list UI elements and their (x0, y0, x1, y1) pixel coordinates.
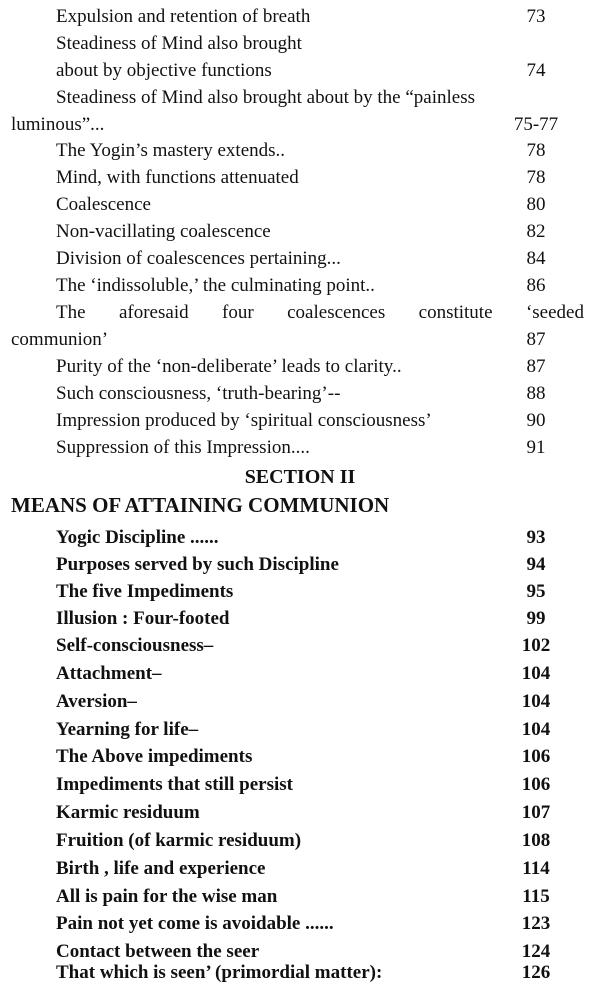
entry-page: 115 (522, 886, 550, 907)
entry-page: 106 (521, 774, 551, 795)
toc-entry (0, 57, 600, 84)
entry-page: 91 (526, 437, 546, 458)
toc-entry (0, 111, 600, 138)
toc-entry (0, 3, 600, 30)
entry-page: 104 (521, 719, 551, 740)
toc-entry-justified (0, 299, 600, 326)
entry-page: 80 (526, 194, 546, 215)
toc-entry (0, 716, 600, 743)
entry-title: Illusion : Four-footed (56, 608, 230, 629)
toc-entry (0, 380, 600, 407)
entry-page: 75-77 (513, 114, 559, 135)
entry-page: 87 (526, 356, 546, 377)
toc-entry (0, 353, 600, 380)
toc-entry (0, 578, 600, 605)
entry-title: The Above impediments (56, 746, 253, 767)
entry-page: 88 (526, 383, 546, 404)
word: The (56, 302, 86, 323)
word: constitute (418, 302, 493, 323)
word: four (222, 302, 254, 323)
entry-title: Self-consciousness– (56, 635, 214, 656)
entry-title: communion’ (11, 329, 109, 350)
toc-entry (0, 218, 600, 245)
entry-title: Expulsion and retention of breath (56, 6, 311, 27)
entry-page: 104 (521, 691, 551, 712)
entry-page: 124 (521, 941, 551, 962)
entry-title: Suppression of this Impression.... (56, 437, 310, 458)
entry-title: Contact between the seer (56, 941, 260, 962)
toc-entry (0, 137, 600, 164)
entry-title: Steadiness of Mind also brought (56, 33, 302, 54)
entry-title: Yearning for life– (56, 719, 199, 740)
entry-title: Birth , life and experience (56, 858, 266, 879)
entry-title: Yogic Discipline ...... (56, 527, 219, 548)
toc-entry (0, 326, 600, 353)
entry-page: 93 (526, 527, 546, 548)
toc-entry (0, 743, 600, 770)
toc-entry (0, 883, 600, 910)
section-heading: SECTION II (244, 466, 356, 488)
entry-page: 87 (526, 329, 546, 350)
toc-entry (0, 407, 600, 434)
entry-page: 104 (521, 663, 551, 684)
entry-title: Such consciousness, ‘truth-bearing’-- (56, 383, 341, 404)
entry-title: Pain not yet come is avoidable ...... (56, 913, 334, 934)
entry-page: 108 (521, 830, 551, 851)
toc-entry (0, 245, 600, 272)
entry-title: Aversion– (56, 691, 137, 712)
entry-page: 78 (526, 167, 546, 188)
toc-entry (0, 551, 600, 578)
justified-line (56, 299, 584, 326)
entry-title: All is pain for the wise man (56, 886, 278, 907)
toc-entry (0, 524, 600, 551)
entry-page: 94 (526, 554, 546, 575)
entry-title: Division of coalescences pertaining... (56, 248, 341, 269)
toc-entry (0, 855, 600, 882)
toc-entry (0, 605, 600, 632)
entry-page: 84 (526, 248, 546, 269)
entry-title: Steadiness of Mind also brought about by the “painless (56, 87, 475, 108)
entry-title: Impression produced by ‘spiritual consciousness’ (56, 410, 432, 431)
entry-title: Coalescence (56, 194, 151, 215)
toc-entry (0, 827, 600, 854)
entry-title: Purposes served by such Discipline (56, 554, 339, 575)
toc-entry (0, 164, 600, 191)
toc-entry (0, 191, 600, 218)
toc-entry (0, 910, 600, 937)
entry-page: 99 (526, 608, 546, 629)
section-title: MEANS OF ATTAINING COMMUNION (11, 493, 390, 517)
word: aforesaid (118, 302, 189, 323)
entry-page: 90 (526, 410, 546, 431)
toc-entry (0, 30, 600, 57)
entry-title: Non-vacillating coalescence (56, 221, 271, 242)
entry-page: 114 (522, 858, 550, 879)
entry-page: 102 (521, 635, 551, 656)
toc-entry (0, 84, 600, 111)
entry-page: 106 (521, 746, 551, 767)
entry-page: 126 (521, 962, 551, 983)
entry-title: The Yogin’s mastery extends.. (56, 140, 286, 161)
toc-entry (0, 959, 600, 986)
entry-page: 107 (521, 802, 551, 823)
entry-title: luminous”... (11, 114, 105, 135)
entry-title: Mind, with functions attenuated (56, 167, 299, 188)
entry-page: 82 (526, 221, 546, 242)
entry-page: 73 (526, 6, 546, 27)
toc-entry (0, 688, 600, 715)
entry-title: Attachment– (56, 663, 162, 684)
toc-entry (0, 660, 600, 687)
word: ‘seeded (525, 302, 584, 323)
toc-entry (0, 799, 600, 826)
entry-page: 74 (526, 60, 546, 81)
entry-title: Impediments that still persist (56, 774, 293, 795)
entry-title: The five Impediments (56, 581, 234, 602)
entry-title: The ‘indissoluble,’ the culminating point.. (56, 275, 375, 296)
entry-page: 123 (521, 913, 551, 934)
entry-title: Karmic residuum (56, 802, 200, 823)
entry-page: 95 (526, 581, 546, 602)
toc-entry (0, 771, 600, 798)
entry-title: That which is seen’ (primordial matter): (56, 962, 383, 983)
entry-title: about by objective functions (56, 60, 272, 81)
entry-title: Purity of the ‘non-deliberate’ leads to clarity.. (56, 356, 402, 377)
toc-entry (0, 272, 600, 299)
entry-page: 78 (526, 140, 546, 161)
word: coalescences (287, 302, 386, 323)
entry-title: Fruition (of karmic residuum) (56, 830, 302, 851)
toc-entry (0, 632, 600, 659)
toc-entry (0, 434, 600, 461)
entry-page: 86 (526, 275, 546, 296)
